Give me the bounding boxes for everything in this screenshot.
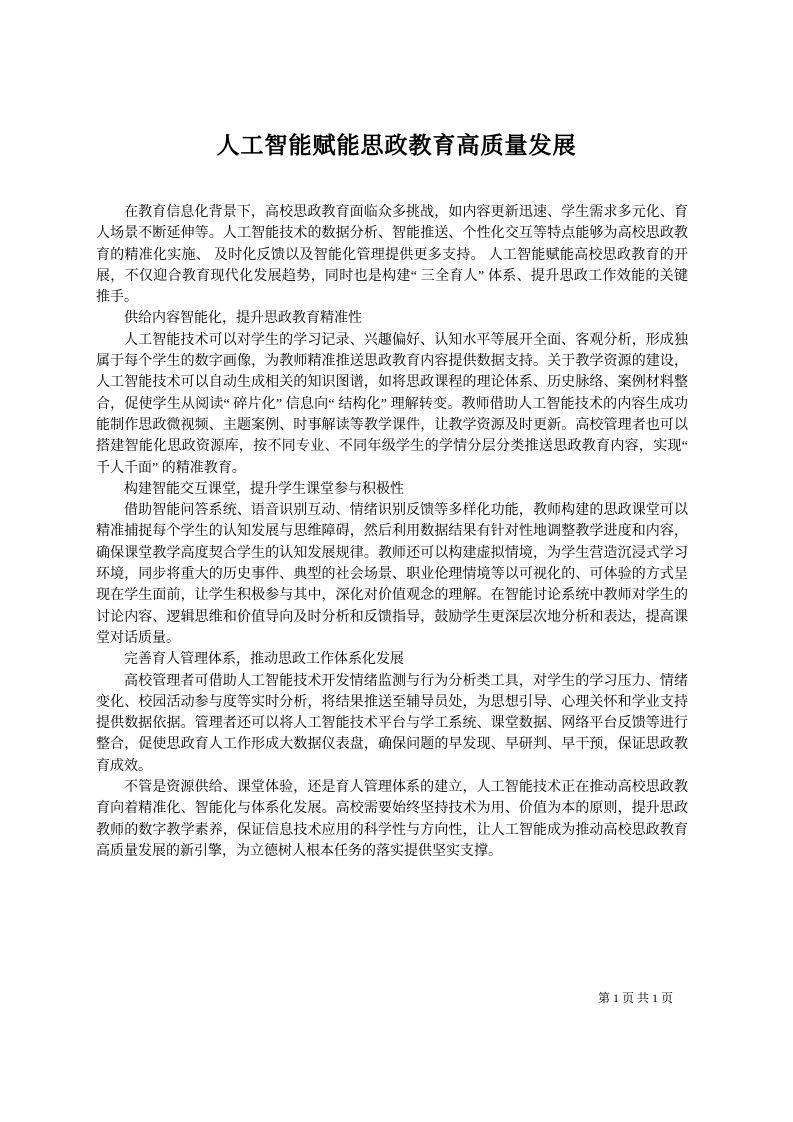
paragraph-content-supply: 人工智能技术可以对学生的学习记录、兴趣偏好、认知水平等展开全面、客观分析，形成独属于每个学生的数字画像，为教师精准推送思政教育内容提供数据支持。关于教学资源的建设，人工智能技术可以自动生成相关的知识图谱，如将思政课程的理论体系、历史脉络、案例材料整合，促使学生从阅读“ 碎片化” 信息向“ 结构化” 理解转变。教师借助人工智能技术的内容生成功能制作思政微视频、主题案例、时事解读等教学课件，让教学资源及时更新。高校管理者也可以搭建智能化思政资源库，按不同专业、不同年级学生的学情分层分类推送思政教育内容，实现“ 千人千面” 的精准教育。 (96, 332, 688, 476)
section-heading-content-supply: 供给内容智能化，提升思政教育精准性 (124, 311, 362, 327)
document-title: 人工智能赋能思政教育高质量发展 (216, 133, 577, 158)
paragraph-management-system: 高校管理者可借助人工智能技术开发情绪监测与行为分析类工具，对学生的学习压力、情绪变化、校园活动参与度等实时分析，将结果推送至辅导员处，为思想引导、心理关怀和学业支持提供数据依据。管理者还可以将人工智能技术平台与学工系统、课堂数据、网络平台反馈等进行整合，促使思政育人工作形成大数据仪表盘，确保问题的早发现、早研判、早干预，保证思政教育成效。 (96, 673, 688, 774)
document-body (96, 202, 688, 862)
section-heading-interactive-classroom: 构建智能交互课堂，提升学生课堂参与积极性 (124, 481, 404, 497)
page-number-footer: 第 1 页 共 1 页 (597, 991, 673, 1005)
paragraph-interactive-classroom: 借助智能问答系统、语音识别互动、情绪识别反馈等多样化功能，教师构建的思政课堂可以精准捕捉每个学生的认知发展与思维障碍，然后利用数据结果有针对性地调整教学进度和内容，确保课堂教学高度契合学生的认知发展规律。教师还可以构建虚拟情境，为学生营造沉浸式学习环境，同步将重大的历史事件、典型的社会场景、职业伦理情境等以可视化的、可体验的方式呈现在学生面前，让学生积极参与其中，深化对价值观念的理解。在智能讨论系统中教师对学生的讨论内容、逻辑思维和价值导向及时分析和反馈指导，鼓励学生更深层次地分析和表达，提高课堂对话质量。 (96, 503, 688, 646)
section-heading-management-system: 完善育人管理体系，推动思政工作体系化发展 (124, 652, 404, 668)
paragraph-conclusion: 不管是资源供给、课堂体验，还是育人管理体系的建立，人工智能技术正在推动高校思政教育向着精准化、智能化与体系化发展。高校需要始终坚持技术为用、价值为本的原则，提升思政教师的数字教学素养，保证信息技术应用的科学性与方向性，让人工智能成为推动高校思政教育高质量发展的新引擎，为立德树人根本任务的落实提供坚实支撑。 (96, 780, 688, 859)
paragraph-intro: 在教育信息化背景下，高校思政教育面临众多挑战，如内容更新迅速、学生需求多元化、育人场景不断延伸等。人工智能技术的数据分析、智能推送、个性化交互等特点能够为高校思政教育的精准化实施、 及时化反馈以及智能化管理提供更多支持。 人工智能赋能高校思政教育的开展，不仅迎合教育现代化发展趋势，同时也是构建“ 三全育人” 体系、提升思政工作效能的关键推手。 (96, 205, 688, 306)
